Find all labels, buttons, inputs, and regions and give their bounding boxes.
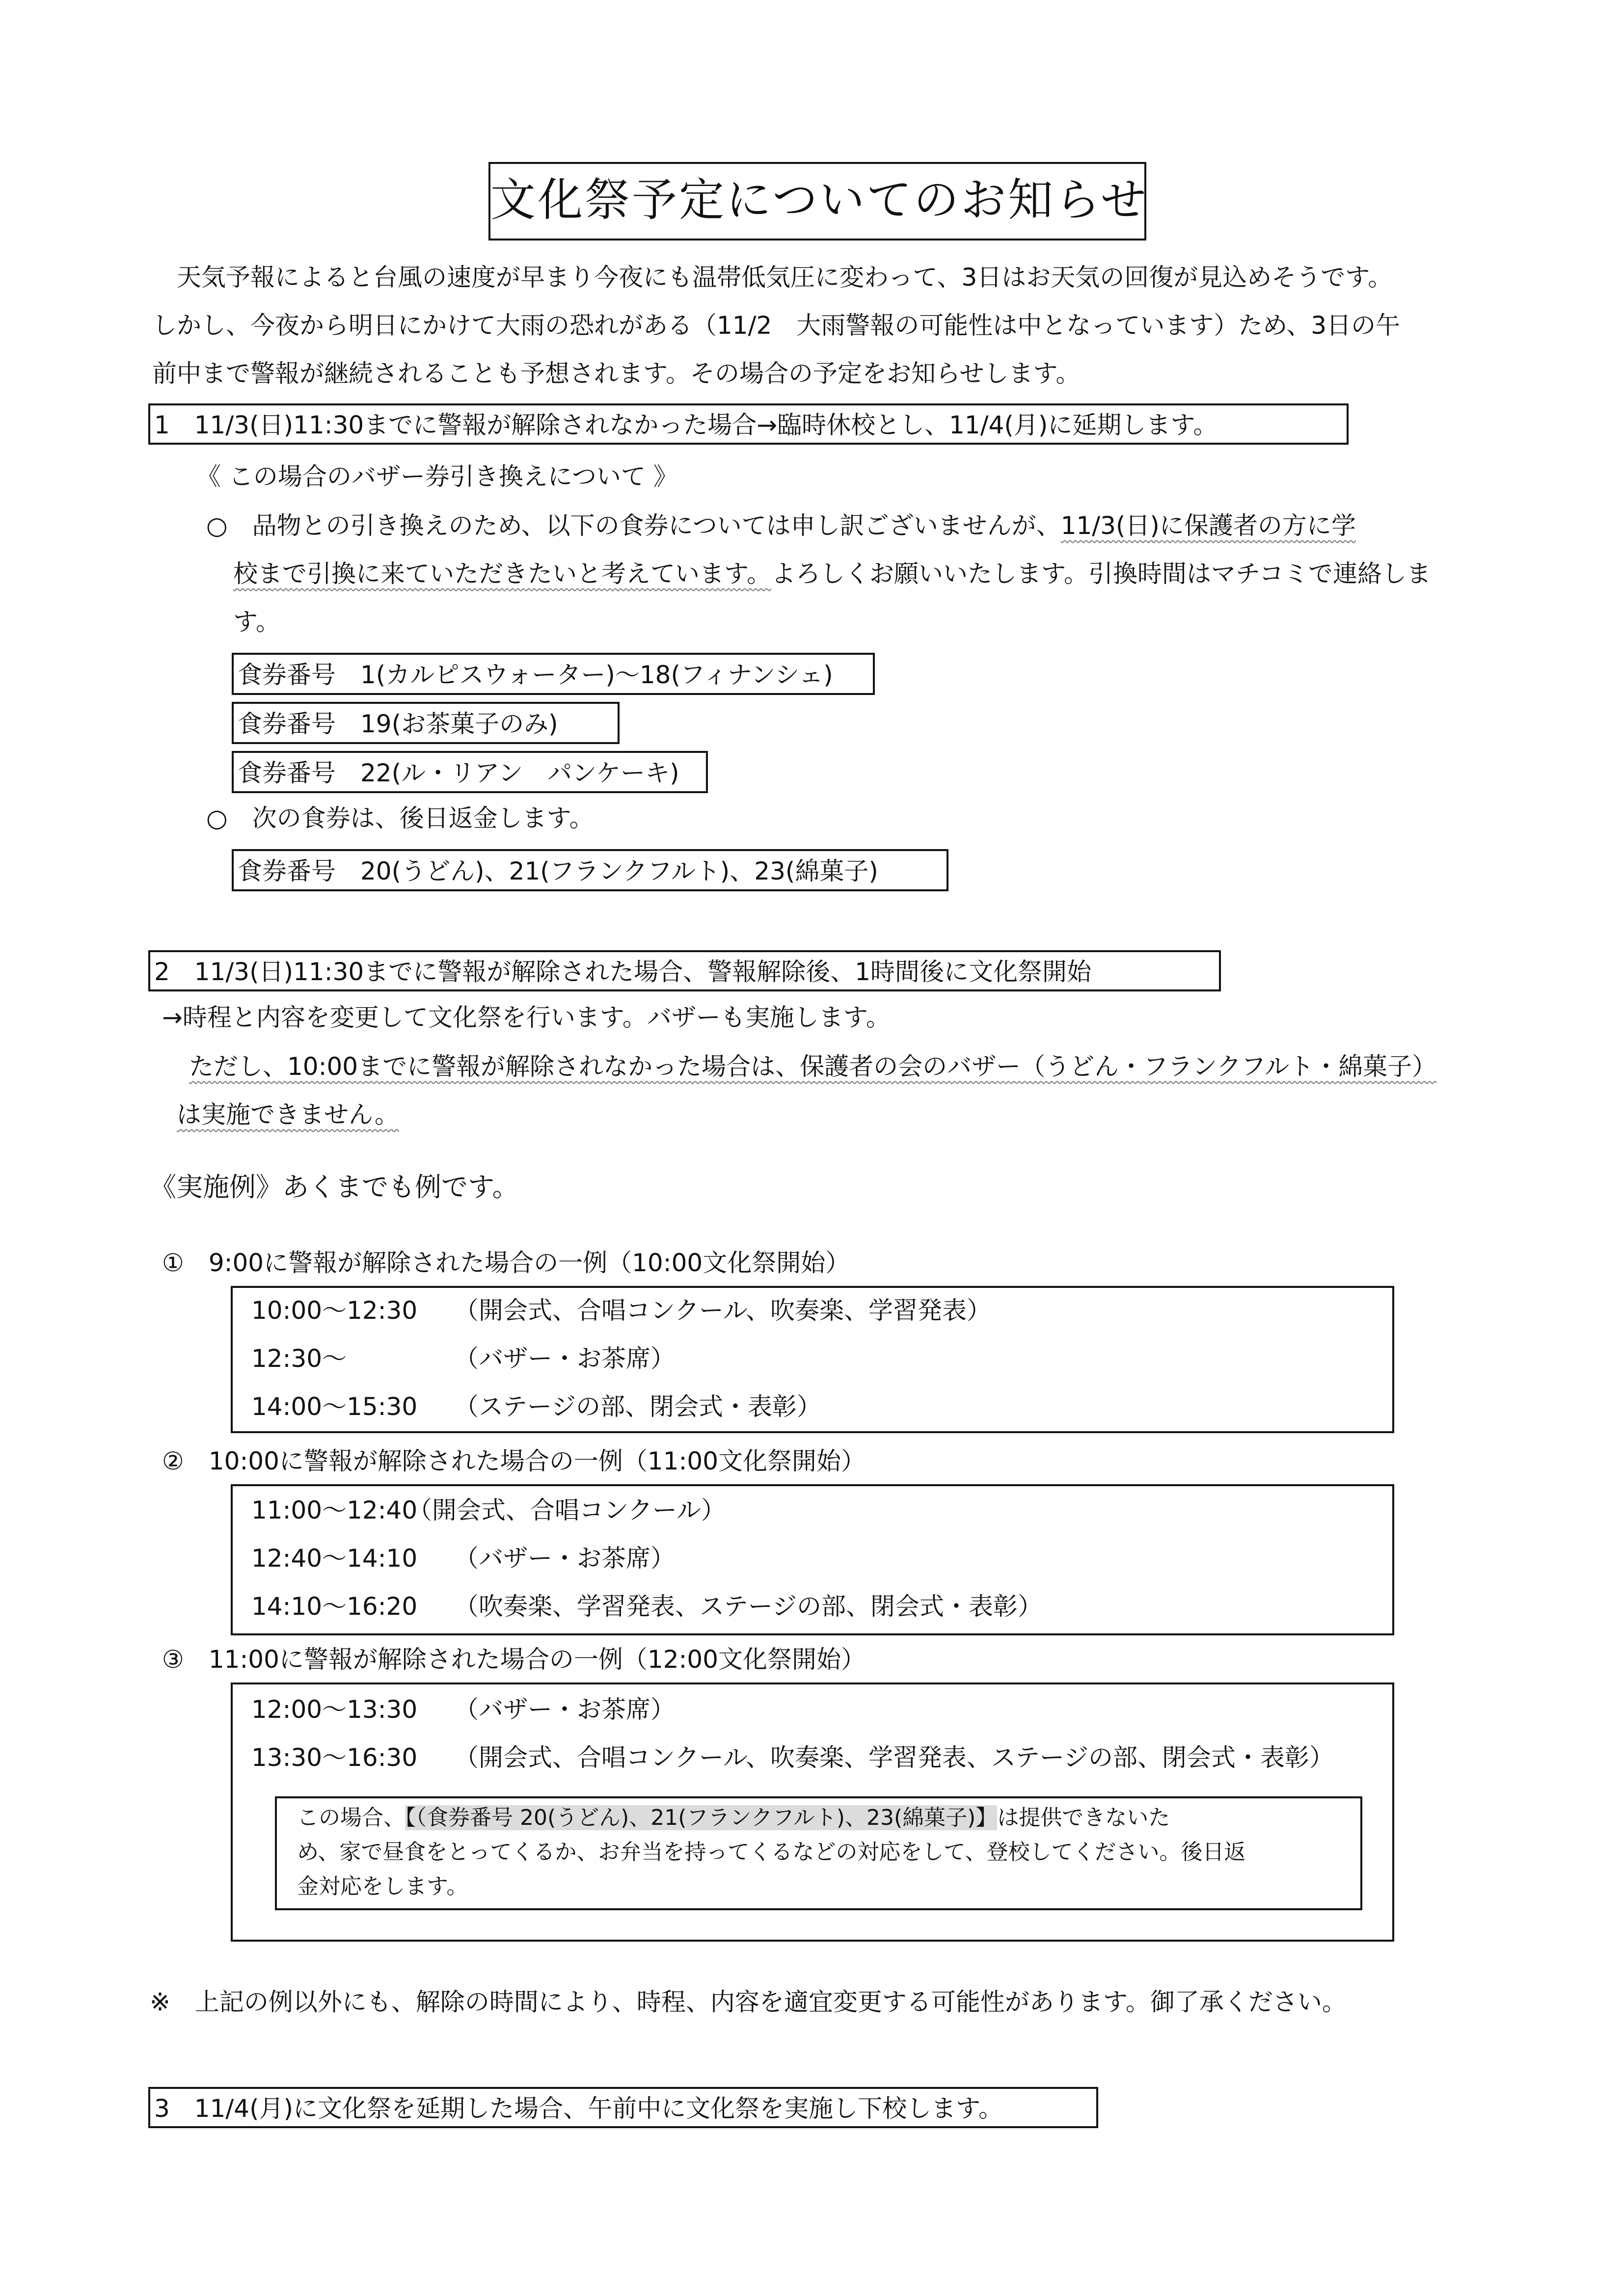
example2-row3-desc: （吹奏楽、学習発表、ステージの部、閉会式・表彰） [454,1592,1042,1621]
intro-line-3: 前中まで警報が継続されることも予想されます。その場合の予定をお知らせします。 [152,359,1081,388]
example1-row1-time: 10:00～12:30 [251,1296,418,1325]
note-post: は提供できないた [997,1805,1170,1830]
example3-note-line3: 金対応をします。 [297,1874,468,1899]
example3-row2-time: 13:30～16:30 [251,1743,418,1772]
section1-bullet1-line3: す。 [233,608,280,636]
bullet1-line2-emph: 校まで引換に来ていただきたいと考えています。 [233,560,771,588]
example2-row2-desc: （バザー・お茶席） [454,1544,675,1573]
example2-label: ② 10:00に警報が解除された場合の一例（11:00文化祭開始） [162,1447,866,1475]
example1-row3-desc: （ステージの部、閉会式・表彰） [454,1392,821,1421]
page-title: 文化祭予定についてのお知らせ [488,162,1146,240]
ticket-exchange-1: 食券番号 1(カルピスウォーター)～18(フィナンシェ) [232,653,875,695]
example3-row2-desc: （開会式、合唱コンクール、吹奏楽、学習発表、ステージの部、閉会式・表彰） [454,1743,1334,1772]
section2-line1: →時程と内容を変更して文化祭を行います。バザーも実施します。 [162,1003,891,1032]
section1-bullet1-line2 [233,561,1431,586]
example3-note-line2: め、家で昼食をとってくるか、お弁当を持ってくるなどの対応をして、登校してください。後日返 [297,1840,1246,1865]
bullet1-line1-text: ○ 品物との引き換えのため、以下の食券については申し訳ございませんが、 [206,511,1061,540]
ticket-exchange-3: 食券番号 22(ル・リアン パンケーキ) [232,751,708,793]
section1-subheading: 《 この場合のバザー券引き換えについて 》 [196,462,678,491]
section3-heading: 3 11/4(月)に文化祭を延期した場合、午前中に文化祭を実施し下校します。 [148,2087,1098,2128]
examples-heading: 《実施例》あくまでも例です。 [150,1172,519,1202]
example1-row1-desc: （開会式、合唱コンクール、吹奏楽、学習発表） [454,1296,991,1325]
bullet1-line2-text: よろしくお願いいたします。引換時間はマチコミで連絡しま [771,560,1431,588]
section1-heading: 1 11/3(日)11:30までに警報が解除されなかった場合→臨時休校とし、11/4(月)に延期します。 [148,403,1349,445]
example1-row2-desc: （バザー・お茶席） [454,1344,675,1373]
footnote: ※ 上記の例以外にも、解除の時間により、時程、内容を適宜変更する可能性があります。御了承ください。 [150,1988,1347,2016]
example3-label: ③ 11:00に警報が解除された場合の一例（12:00文化祭開始） [162,1645,866,1674]
section1-bullet2: ○ 次の食券は、後日返金します。 [206,804,594,832]
example2-row1-time: 11:00～12:40 [251,1496,418,1524]
section2-line2: ただし、10:00までに警報が解除されなかった場合は、保護者の会のバザー（うどん・フランクフルト・綿菓子） [189,1052,1437,1081]
example1-row3-time: 14:00～15:30 [251,1392,418,1421]
ticket-refund: 食券番号 20(うどん)、21(フランクフルト)、23(綿菓子) [232,849,948,891]
example2-row3-time: 14:10～16:20 [251,1592,418,1621]
example1-row2-time: 12:30～ [251,1344,347,1373]
section2-heading: 2 11/3(日)11:30までに警報が解除された場合、警報解除後、1時間後に文化祭開始 [148,950,1221,991]
section2-line3: は実施できません。 [177,1100,399,1129]
example2-row1-desc: （開会式、合唱コンクール） [407,1496,726,1524]
example3-row1-time: 12:00～13:30 [251,1695,418,1724]
intro-line-1: 天気予報によると台風の速度が早まり今夜にも温帯低気圧に変わって、3日はお天気の回復が見込めそうです。 [177,263,1393,292]
note-highlight: 【（食券番号 20(うどん)、21(フランクフルト)、23(綿菓子)】 [405,1805,998,1830]
note-pre: この場合、 [297,1805,405,1830]
intro-line-2: しかし、今夜から明日にかけて大雨の恐れがある（11/2 大雨警報の可能性は中となっています）ため、3日の午 [152,311,1401,340]
section1-bullet1-line1 [206,513,1356,538]
example3-note-line1 [297,1807,1170,1829]
bullet1-line1-emph: 11/3(日)に保護者の方に学 [1060,511,1356,540]
ticket-exchange-2: 食券番号 19(お茶菓子のみ) [232,702,620,744]
example1-label: ① 9:00に警報が解除された場合の一例（10:00文化祭開始） [162,1249,850,1277]
example3-row1-desc: （バザー・お茶席） [454,1695,675,1724]
example2-row2-time: 12:40～14:10 [251,1544,418,1573]
